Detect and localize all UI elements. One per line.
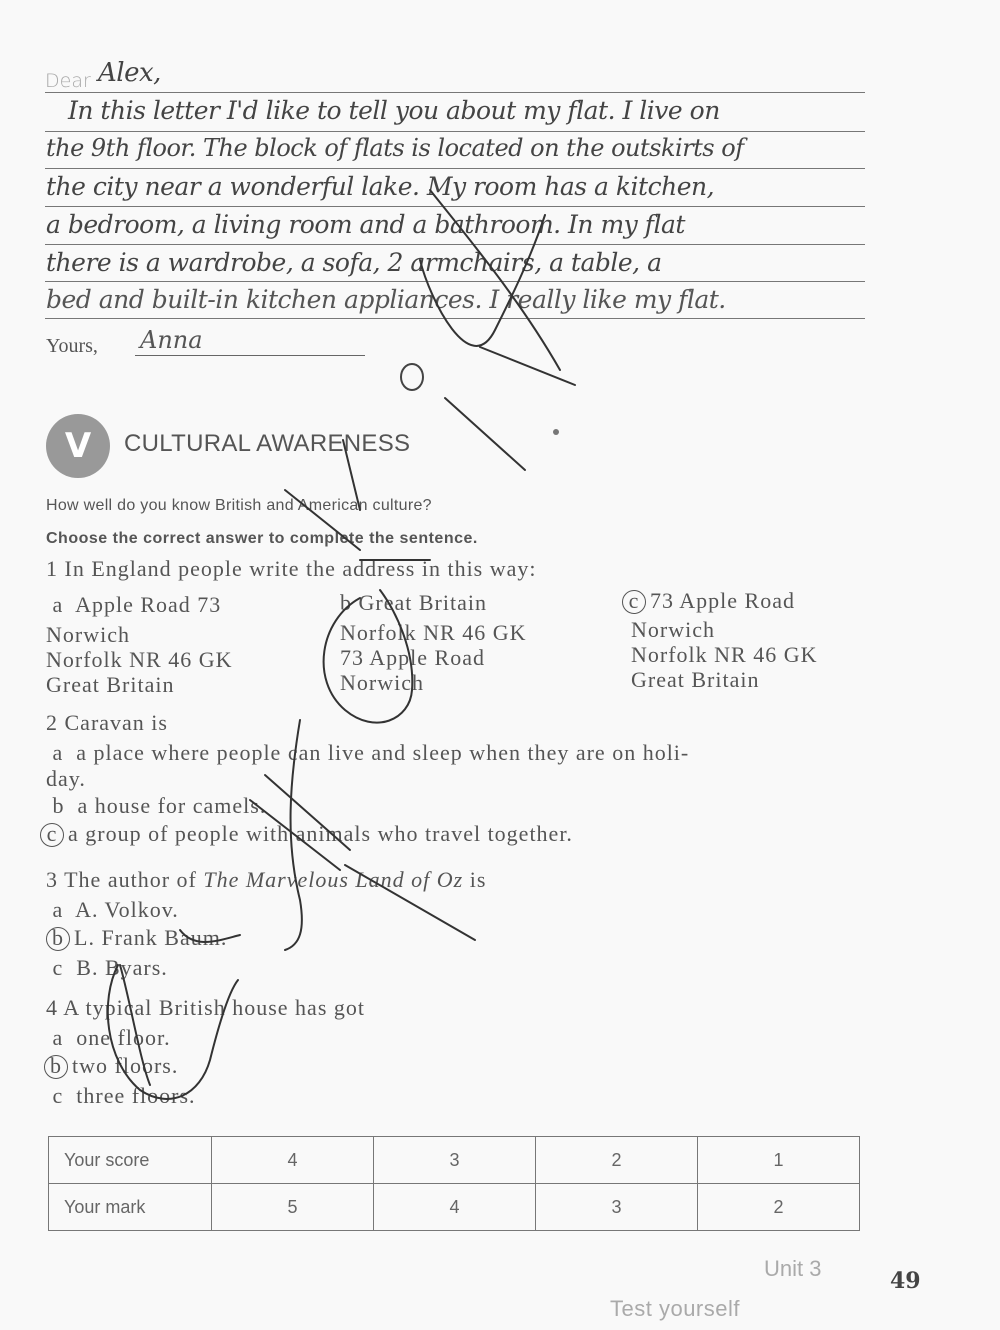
question-text: In England people write the address in this way: bbox=[64, 556, 537, 581]
writing-line bbox=[45, 92, 865, 93]
letter-line-3: the city near a wonderful lake. My room has a kitchen, bbox=[46, 172, 715, 201]
question-2 bbox=[46, 710, 168, 736]
section-title: CULTURAL AWARENESS bbox=[124, 430, 411, 457]
option-text: B. Byars. bbox=[76, 955, 168, 980]
question-number: 2 bbox=[46, 710, 58, 735]
table-cell: 5 bbox=[212, 1184, 374, 1231]
option-text: a place where people can live and sleep when they are on holi- bbox=[76, 740, 690, 765]
option-text: two floors. bbox=[72, 1053, 179, 1078]
footer-unit: Unit 3 bbox=[764, 1256, 822, 1281]
q1-option-a[interactable] bbox=[46, 592, 233, 697]
q1-option-b[interactable] bbox=[340, 590, 527, 695]
address-line: Norwich bbox=[46, 622, 130, 647]
table-cell: 4 bbox=[212, 1137, 374, 1184]
option-text: one floor. bbox=[76, 1025, 171, 1050]
table-cell: 2 bbox=[536, 1137, 698, 1184]
question-number: 4 bbox=[46, 995, 58, 1020]
question-text: is bbox=[463, 867, 487, 892]
address-line: 73 Apple Road bbox=[650, 588, 795, 613]
table-cell: 3 bbox=[536, 1184, 698, 1231]
q1-option-c[interactable] bbox=[622, 588, 818, 692]
table-row bbox=[49, 1184, 860, 1231]
question-4 bbox=[46, 995, 365, 1021]
closing: Yours, bbox=[46, 335, 98, 357]
question-number: 1 bbox=[46, 556, 58, 581]
writing-line bbox=[45, 244, 865, 245]
address-line: Norfolk NR 46 GK bbox=[340, 620, 527, 645]
option-text: L. Frank Baum. bbox=[74, 925, 228, 950]
signature: Anna bbox=[140, 326, 203, 354]
q2-option-b[interactable] bbox=[46, 793, 266, 819]
q2-option-a[interactable] bbox=[46, 740, 689, 766]
writing-line bbox=[45, 168, 865, 169]
writing-line bbox=[45, 206, 865, 207]
address-line: Great Britain bbox=[358, 590, 487, 615]
address-line: Apple Road 73 bbox=[75, 592, 222, 617]
address-line: Norfolk NR 46 GK bbox=[46, 647, 233, 672]
q4-option-a[interactable] bbox=[46, 1025, 171, 1051]
letter-line-2: the 9th floor. The block of flats is located on the outskirts of bbox=[46, 134, 744, 162]
question-text: The author of bbox=[64, 867, 204, 892]
option-letter: a bbox=[52, 897, 64, 922]
selected-option-circle: c bbox=[622, 590, 646, 614]
address-line: 73 Apple Road bbox=[340, 645, 485, 670]
table-cell: 4 bbox=[374, 1184, 536, 1231]
letter-line-4: a bedroom, a living room and a bathroom. In my flat bbox=[46, 210, 685, 239]
recipient-name: Alex, bbox=[98, 58, 161, 88]
option-letter: b bbox=[340, 590, 352, 615]
address-line: Norwich bbox=[340, 670, 424, 695]
table-cell: 1 bbox=[698, 1137, 860, 1184]
writing-line bbox=[45, 318, 865, 319]
address-line: Great Britain bbox=[46, 672, 175, 697]
q3-option-c[interactable] bbox=[46, 955, 168, 981]
row-label: Your score bbox=[49, 1137, 212, 1184]
page-number: 49 bbox=[890, 1268, 921, 1294]
question-3 bbox=[46, 867, 486, 893]
q4-option-c[interactable] bbox=[46, 1083, 196, 1109]
option-letter: a bbox=[52, 1025, 64, 1050]
letter-line-1: In this letter I'd like to tell you about my flat. I live on bbox=[68, 96, 720, 125]
option-letter: b bbox=[52, 793, 65, 818]
letter-line-6: bed and built-in kitchen appliances. I really like my flat. bbox=[46, 285, 726, 314]
writing-line bbox=[45, 281, 865, 282]
table-cell: 2 bbox=[698, 1184, 860, 1231]
writing-line bbox=[45, 131, 865, 132]
greeting-prefix: Dear bbox=[45, 70, 91, 92]
letter-line-5: there is a wardrobe, a sofa, 2 armchairs, a table, a bbox=[46, 248, 662, 277]
score-table bbox=[48, 1136, 860, 1231]
selected-option-circle: c bbox=[40, 823, 64, 847]
signature-line bbox=[135, 355, 365, 356]
question-text: A typical British house has got bbox=[63, 995, 365, 1020]
question-number: 3 bbox=[46, 867, 58, 892]
question-1 bbox=[46, 556, 537, 582]
option-letter: a bbox=[52, 740, 64, 765]
book-title: The Marvelous Land of Oz bbox=[203, 867, 464, 892]
option-text: a house for camels. bbox=[77, 793, 267, 818]
q4-option-b[interactable] bbox=[44, 1053, 178, 1079]
selected-option-circle: b bbox=[44, 1055, 68, 1079]
address-line: Norfolk NR 46 GK bbox=[631, 642, 818, 667]
address-line: Great Britain bbox=[631, 667, 760, 692]
section-intro: How well do you know British and American culture? bbox=[46, 497, 432, 514]
q2-option-c[interactable] bbox=[40, 821, 573, 847]
row-label: Your mark bbox=[49, 1184, 212, 1231]
footer-section: Test yourself bbox=[610, 1296, 740, 1321]
q2-option-a-cont: day. bbox=[46, 766, 86, 791]
option-text: three floors. bbox=[76, 1083, 196, 1108]
option-letter: a bbox=[52, 592, 64, 617]
option-letter: c bbox=[52, 1083, 64, 1108]
option-text: A. Volkov. bbox=[75, 897, 179, 922]
address-line: Norwich bbox=[631, 617, 715, 642]
option-text: a group of people with animals who travel together. bbox=[68, 821, 573, 846]
q3-option-b[interactable] bbox=[46, 925, 227, 951]
table-row bbox=[49, 1137, 860, 1184]
table-cell: 3 bbox=[374, 1137, 536, 1184]
instruction: Choose the correct answer to complete the sentence. bbox=[46, 530, 478, 547]
selected-option-circle: b bbox=[46, 927, 70, 951]
section-badge: V bbox=[46, 414, 110, 478]
question-text: Caravan is bbox=[64, 710, 168, 735]
option-letter: c bbox=[52, 955, 64, 980]
q3-option-a[interactable] bbox=[46, 897, 179, 923]
